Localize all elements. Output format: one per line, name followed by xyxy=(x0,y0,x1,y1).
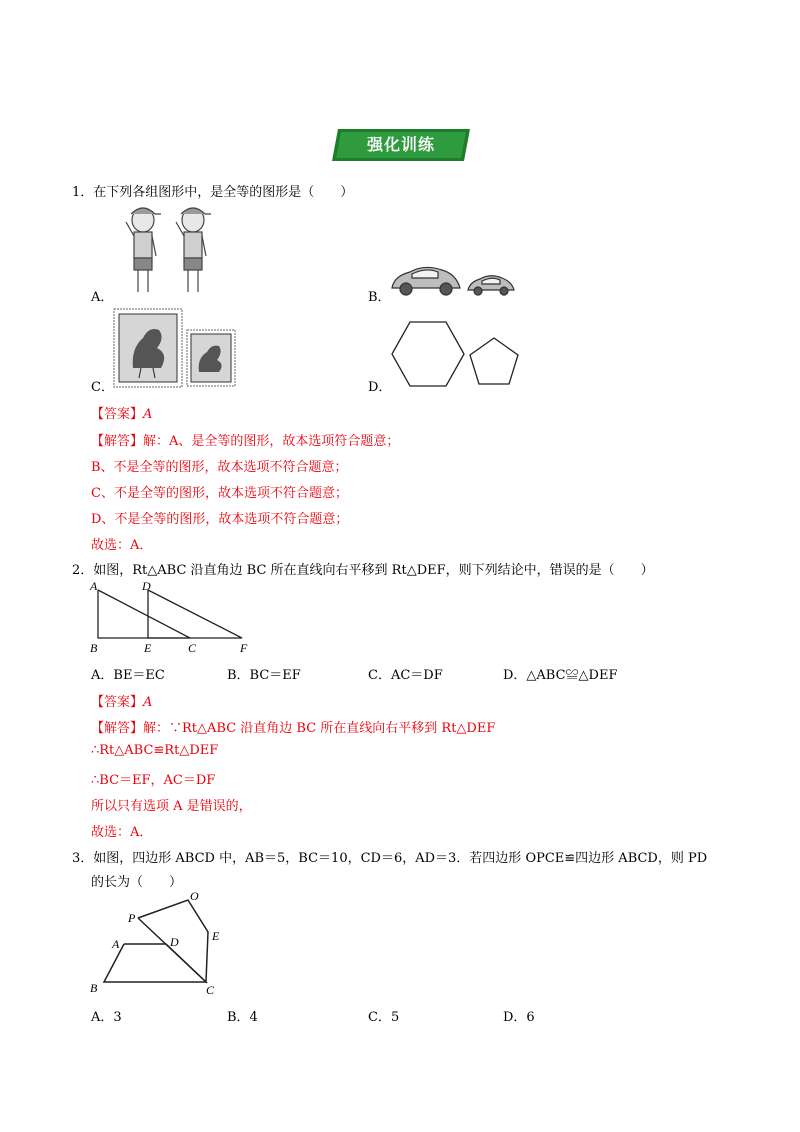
q1-option-d: D． xyxy=(368,380,392,395)
q3-label-e: E xyxy=(212,929,220,943)
q1-answer xyxy=(91,403,152,422)
q3-stem-line1: 3．如图，四边形 ABCD 中，AB＝5，BC＝10，CD＝6，AD＝3．若四边形 OPCE≌四边形 ABCD，则 PD xyxy=(72,851,708,866)
q2-solution-line: 【解答】解：∵Rt△ABC 沿直角边 BC 所在直线向右平移到 Rt△DEF xyxy=(91,721,496,736)
q2-option-d: D．△ABC≌△DEF xyxy=(503,668,618,683)
q1-option-c: C． xyxy=(91,380,114,395)
q3-label-p: P xyxy=(128,911,136,925)
q3-figure xyxy=(86,888,236,996)
q3-label-d: D xyxy=(170,935,179,949)
q3-label-c: C xyxy=(206,983,215,996)
q2-figure xyxy=(86,580,256,656)
q2-option-c: C．AC＝DF xyxy=(368,668,443,683)
page-title: 强化训练 xyxy=(366,135,435,154)
q2-solution-line: 故选：A． xyxy=(91,825,153,840)
q1-stem: 1．在下列各组图形中，是全等的图形是（ ） xyxy=(72,185,354,200)
q3-label-a: A xyxy=(112,937,120,951)
q1-solution-line: B、不是全等的图形，故本选项不符合题意； xyxy=(91,460,348,475)
q1-option-b-figure xyxy=(388,262,518,298)
q2-stem: 2．如图，Rt△ABC 沿直角边 BC 所在直线向右平移到 Rt△DEF，则下列结论中，错误的是（ ） xyxy=(72,563,654,578)
q2-label-e: E xyxy=(144,641,152,655)
q1-answer-value: A xyxy=(143,407,153,422)
q2-label-a: A xyxy=(90,580,98,593)
q3-option-a: A．3 xyxy=(91,1010,122,1025)
q2-label-b: B xyxy=(90,641,98,655)
q1-answer-label: 【答案】 xyxy=(91,407,144,422)
q1-option-a-figure xyxy=(118,200,218,300)
q1-solution-line: C、不是全等的图形，故本选项不符合题意； xyxy=(91,486,348,501)
q2-solution-line: ∴Rt△ABC≌Rt△DEF xyxy=(91,743,219,758)
q1-option-c-figure xyxy=(113,308,238,390)
q1-option-a: A． xyxy=(91,290,114,305)
q2-solution-line: 所以只有选项 A 是错误的， xyxy=(91,799,252,814)
pentagon-shape xyxy=(470,338,518,384)
q2-label-f: F xyxy=(240,641,248,655)
q2-answer-value: A xyxy=(143,695,153,710)
q1-option-d-figure xyxy=(390,318,520,390)
q2-solution-line: ∴BC＝EF，AC＝DF xyxy=(91,773,216,788)
q2-answer-label: 【答案】 xyxy=(91,695,144,710)
q2-label-d: D xyxy=(142,580,151,593)
q1-option-b: B． xyxy=(368,290,391,305)
q3-option-b: B．4 xyxy=(227,1010,258,1025)
q2-option-b: B．BC＝EF xyxy=(227,668,301,683)
q3-option-c: C．5 xyxy=(368,1010,400,1025)
q3-label-o: O xyxy=(190,889,199,903)
q3-label-b: B xyxy=(90,981,98,995)
q3-stem-line2: 的长为（ ） xyxy=(91,875,183,890)
q2-label-c: C xyxy=(188,641,197,655)
q1-solution-line: 故选：A． xyxy=(91,538,153,553)
q2-option-a: A．BE＝EC xyxy=(91,668,165,683)
hexagon-shape xyxy=(392,322,464,386)
section-banner xyxy=(332,127,470,163)
q2-answer xyxy=(91,691,152,710)
q1-solution-line: 【解答】解：A、是全等的图形，故本选项符合题意； xyxy=(91,434,400,449)
q3-option-d: D．6 xyxy=(503,1010,535,1025)
q1-solution-line: D、不是全等的图形，故本选项不符合题意； xyxy=(91,512,349,527)
